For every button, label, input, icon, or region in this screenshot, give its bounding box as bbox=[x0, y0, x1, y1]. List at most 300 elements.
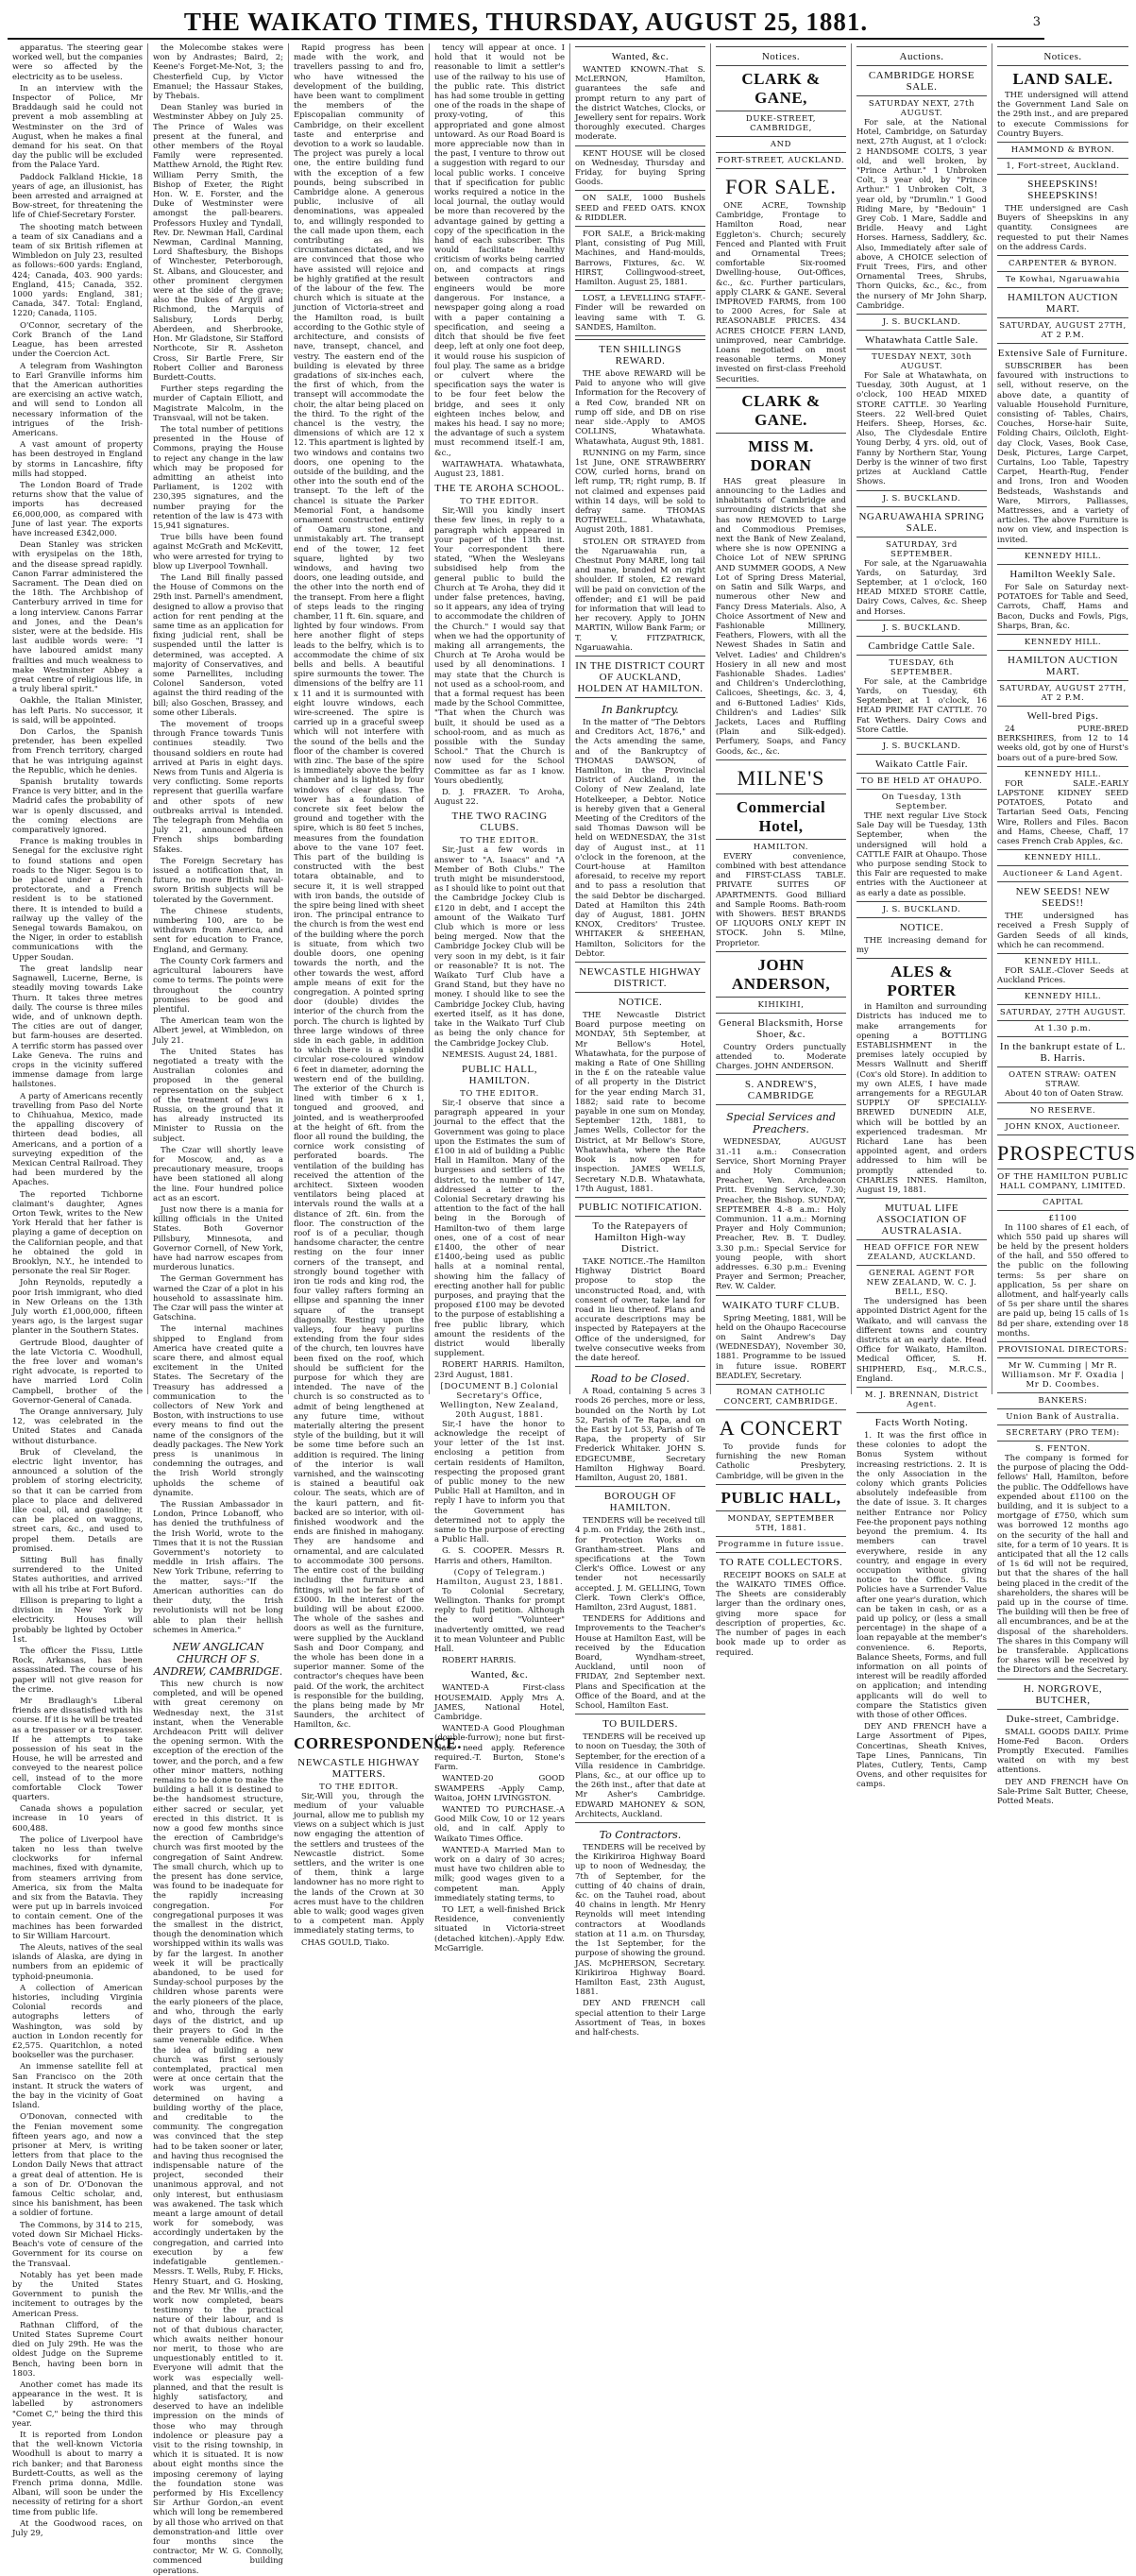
classified-ad: ONE ACRE, Township Cambridge, Frontage to Hamilton Road, near Eggleton's. Church; securely Fenced and Planted with Fruit and Ornamental Trees; comfortable Six-roomed Dwelling-house, Out-Offices, &c., &c. Further particulars, apply CLARK & GANE. Several IMPROVED FARMS, from 100 to 2000 Acres, for Sale at REASONABLE PRICES. 434 ACRES CHOICE FERN LAND, unimproved, near Cambridge. Loans negotiated on most reasonable terms. Money invested on first-class Freehold Securities. bbox=[716, 201, 846, 384]
column-4 bbox=[430, 43, 570, 1953]
news-paragraph: A collection of American histories, including Virginia Colonial records and autographs letters of Washington, was sold by auction in London recently for £2,575. Quaritchlon, a noted bookseller was the purchaser. bbox=[12, 1983, 143, 2061]
ad-heading: CAMBRIDGE HORSE SALE. bbox=[868, 70, 975, 93]
classified-ad: For sale, at the National Hotel, Cambridge, on Saturday next, 27th August, at 1 o'clock: 2 HANDSOME COLTS, 3 year old, and well broken, by "Prince Arthur." 1 Unbroken Colt, 3 year old, by "Prince Arthur." 1 Unbroken Colt, 3 year old, by "Drumlin." 1 Good Riding Mare, by "Bedouin" 1 Grey Cob. 1 Mare, Saddle and Bridle. Heavy and Light Horses. Harness, Saddlery, &c. Also, Immediately after sale of above, A CHOICE selection of Fruit Trees, Firs, and other Ornamental Trees, Shrubs, Thorn Quicks, &c., &c., from the nursery of Mr John Sharp, Cambridge. bbox=[856, 118, 987, 311]
news-paragraph: This new church is now completed, and will be opened with great ceremony on Wednesday next, the 31st instant, when the Venerable Archdeacon Pritt will deliver the opening sermon. With the exception of the erection of the tower, and the porch, and a few other minor matters, nothing remains to be done to make the building a hall it is destined to be-the handsomest structure, either sacred or secular, yet erected in this district. It is now a good few months since the erection of Cambridge's church was first mooted by the congregation of Saint Andrew. The small church, which up to the present has done service, was found to be inadequate for the rapidly increasing congregation. For congregational purposes it was the smallest in the district, though the denomination which worshipped within its walls was by far the largest. In another week it will be practically abandoned, to be used for Sunday-school purposes by the children whose parents were the early pioneers of the place, and who, through the early days of the district, and up their prayers to God in the same venerable edifice. When the idea of building a new church was first seriously contemplated, practical men were at once certain that the work was urgent, and determined on having a building worthy of the place, and creditable to the community. The congregation was convinced that the step had to be taken sooner or later, and having thus recognised the indispensable nature of the project, seconded their unanimous approval, and not only interest, but enthusiasm was awakened. The task which meant a large amount of detail work for somebody, was accordingly undertaken by the congregation, and carried into execution by a few indefatigable gentlemen.-Messrs. T. Wells, Ruby, F. Hicks, Henry Stuart, and G. Hosking, and the Rev. Mr Willis,-and the work now completed, bears testimony to the practical nature of their labour, and is not of that dubious character, which awaits neither honour nor merit, to those who are unquestionably entitled to it. Everyone will admit that the work was especially well-planned, and that the result is highly satisfactory, and deserved to have an indelible impression on the minds of those who may through indolence or pleasure pay a visit to the rising township, in which it is situated. It is now about eight months since the imposing ceremony of laying the foundation stone was performed by His Excellency Sir Arthur Gordon,-an event which will long be remembered by all those who arrived on that demonstration-and little over four months since the contractor, Mr W. G. Connolly, commenced building operations. bbox=[153, 1679, 283, 2576]
news-paragraph: John Reynolds, reputedly a poor Irish immigrant, who died in New Orleans on the 13th July worth £1,000,000, fifteen years ago, is the largest sugar planter in the Southern States. bbox=[12, 1278, 143, 1337]
divider bbox=[856, 901, 987, 902]
classified-ad: FOR SALE.-EARLY LAPSTONE KIDNEY SEED POTATOES, Potato and Tartarian Seed Oats, Fencing Wire, Rollers and Files. Bacon and Hams, Cheese, Chaff, 17 cases French Crab Apples, &c. bbox=[997, 778, 1128, 846]
legal-notice: TENDERS will be received up to noon on Tuesday, the 30th of September, for the erection of a Villa residence in Cambridge. Plans, &c., at our office up to the 26th inst., after that date at Mr Asher's Cambridge. EDWARD MAHONEY & SON, Architects, Auckland. bbox=[575, 1732, 705, 1819]
divider bbox=[575, 290, 705, 291]
news-paragraph: apparatus. The steering gear worked well, but the companies were so affected by the electricity as to be useless. bbox=[12, 43, 143, 82]
ad-subheading: Programme in future issue. bbox=[718, 1539, 844, 1549]
masthead bbox=[8, 6, 1044, 40]
divider bbox=[856, 314, 987, 315]
news-paragraph: The German Government has warned the Czar of a plot in his household to assassinate him. The Czar will pass the winter at Gatschina. bbox=[153, 1274, 283, 1323]
advertiser-address: Auctioneer & Land Agent. bbox=[1002, 869, 1124, 879]
divider bbox=[716, 839, 846, 840]
advertiser-name: KENNEDY HILL. bbox=[1024, 992, 1102, 1002]
advertiser-address: Te Kowhai, Ngaruawahia bbox=[1005, 275, 1121, 285]
news-paragraph: CHAS GOULD, Tiako. bbox=[301, 1937, 390, 1948]
ad-heading: NGARUAWAHIA SPRING SALE. bbox=[858, 510, 985, 534]
classified-ad: In 1100 shares of £1 each, of which 550 paid up shares will be held by the present holders of the hall, and 550 offered to the public on the following terms: 5s per share on application, 5s per share on allotment, and half-yearly calls of 5s per share until the shares are paid up, being 15 calls of 1s 8d per share, extending over 18 months. bbox=[997, 1222, 1128, 1339]
ad-subheading: General Blacksmith, Horse Shoer, &c. bbox=[719, 1016, 843, 1040]
ad-heading: ALES & PORTER bbox=[887, 963, 957, 1000]
news-paragraph: O'Connor, secretary of the Cork Branch of the Land League, has been arrested under the Coercion Act. bbox=[12, 320, 143, 360]
ad-subheading: SATURDAY, AUGUST 27TH, AT 2 P.M. bbox=[999, 321, 1127, 341]
news-paragraph: The Foreign Secretary has issued a notification that, in future, no more British naval-sworn British subjects will be tolerated by the Government. bbox=[153, 856, 283, 905]
divider bbox=[997, 1036, 1128, 1037]
news-paragraph: Further steps regarding the murder of Captain Elliott, and Magistrate Malcolm, in the Transvaal, will not be taken. bbox=[153, 384, 283, 423]
divider bbox=[997, 865, 1128, 866]
ad-heading: NEW SEEDS! NEW SEEDS!! bbox=[1015, 886, 1111, 910]
news-paragraph: The reported Tichborne claimant's daughter, Agnes Orton Tewk, writes to the New York Herald that her father is playing a game of deception on the Californian people, and that he obtained the gold in Brooklyn, N.Y., he intended to personate the real Sir Roger. bbox=[12, 1189, 143, 1277]
news-paragraph: The Commons, by 314 to 215, voted down Sir Michael Hicks-Beach's vote of censure of the Government for its course on the Transvaal. bbox=[12, 2220, 143, 2269]
advertiser-address: DUKE-STREET, CAMBRIDGE, bbox=[745, 114, 817, 133]
article-heading: NEW ANGLICAN CHURCH OF S. ANDREW, CAMBRIDGE. bbox=[153, 1640, 283, 1678]
section-heading: Wanted, &c. bbox=[611, 51, 670, 62]
divider bbox=[716, 759, 846, 760]
ad-subheading: In the bankrupt estate of L. B. Harris. bbox=[999, 1041, 1127, 1065]
article-heading: THE TE AROHA SCHOOL. bbox=[434, 483, 565, 495]
advertiser-name: KENNEDY HILL. bbox=[1024, 551, 1102, 561]
divider bbox=[856, 789, 987, 790]
classified-ad: DEY AND FRENCH have On Sale-Prime Salt Butter, Cheese, Potted Meats. bbox=[997, 1777, 1128, 1807]
divider bbox=[856, 773, 987, 774]
news-paragraph: It is reported from London that the well-known Victoria Woodhull is about to marry a rich banker; and that Baroness Burdett-Coutts, as well as the French prima donna, Mdlle. Albani, will soon be under the necessity of retiring for a short time from public life. bbox=[12, 2430, 143, 2517]
legal-notice: THE Newcastle District Board purpose meeting on MONDAY, 5th September, at Mr Bellow's Hotel, Whatawhata, for the purpose of making a Rate of One Shilling in the £ on the rateable value of all property in the District for the year ending March 31, 1882; said rate to become payable in one sum on Monday, September 12th, 1881, to James Wells, Collector for the District, at Mr Bellow's Store, Whatawhata, where the Rate Book is now open for inspection. JAMES WELLS, Secretary N.D.B. Whatawhata, 17th August, 1881. bbox=[575, 1011, 705, 1194]
column-7 bbox=[852, 43, 992, 1790]
news-paragraph: Sir,-Will you kindly insert these few lines, in reply to a paragraph which appeared in your paper of the 13th inst. Your correspondent there stated, "When the Wesleyans subsidised help from the general public to build the Church at Te Aroha, they did it under false pretences, having, so it appears, any idea of trying to accommodate the children of the Church." I would say that when we had the opportunity of making all arrangements, the Church at Te Aroha would be used by all denominations. I may state that the Church is not used as a school-room, and that a formal request has been made by the School Committee, "That when the Church was built, it should be used as a school-room, and as much as possible with the Sunday School." That the Church is now used for the School Committee as far as I know. Yours obediently, bbox=[434, 506, 565, 786]
news-paragraph: The County Cork farmers and agricultural labourers have come to terms. The points were throughout the country promises to be good and plentiful. bbox=[153, 956, 283, 1015]
news-paragraph: Sir,-I have the honor to acknowledge the receipt of your letter of the 1st inst. enclosing a petition from certain residents of Hamilton, respecting the proposed grant of public money to the new Public Hall at Hamilton, and in reply I have to inform you that the Government has determined not to apply the same to the purpose of erecting a Public Hall. bbox=[434, 1419, 565, 1545]
ad-heading: LAND SALE. bbox=[1012, 70, 1113, 88]
divider bbox=[997, 1392, 1128, 1393]
divider bbox=[997, 564, 1128, 565]
ad-heading: WAIKATO TURF CLUB. bbox=[721, 1299, 840, 1311]
article-heading: PUBLIC HALL, HAMILTON. bbox=[462, 1063, 537, 1086]
news-paragraph: True bills have been found against McGrath and McKevitt, who were arrested for trying to blow up Liverpool Townhall. bbox=[153, 533, 283, 571]
classified-ad: SUBSCRIBER has been favoured with instructions to sell, without reserve, on the above date, a quantity of valuable Household Furniture, consisting of- Tables, Chairs, Couches, Horse-hair Suite, Folding Chairs, Oilcloth, Eight-day Clock, Vases, Book Case, Desk, Pictures, Large Carpet, Curtains, Loo Table, Tapestry Carpet, Hearth-Rug, Fender and Irons, Iron and Wooden Bedsteads, Washstands and Ware, Mirrors, Palliasses, Mattresses, and a variety of articles. The above Furniture is now on view, and inspection is invited. bbox=[997, 362, 1128, 545]
divider bbox=[716, 433, 846, 434]
classified-ad: For Sale at Whatawhata, on Tuesday, 30th August, at 1 o'clock, 100 HEAD MIXED STORE CATTLE. 30 Yearling Steers. 22 Well-bred Quiet Heifers. Sheep, Horses, &c. Also, The Clydesdale Entire Young Derby, 4 yrs. old, out of Fanny by Northern Star, Young Derby is the winner of two first prizes at Auckland Cattle Shows. bbox=[856, 371, 987, 487]
ad-subheading: SECRETARY (PRO TEM): bbox=[1006, 1428, 1120, 1438]
news-paragraph: Dean Stanley was stricken with erysipelas on the 18th, and the disease spread rapidly. Canon Farrar administered the Sacrament. The Dean died on the 18th. The Archbishop of Canterbury arrived in time for a long interview. Canons Farrar and Jones, and the Dean's sister, were at the bedside. His last audible words were: "I have laboured amidst many frailties and much weakness to make Westminster Abbey a great centre of religious life, in a truly liberal spirit." bbox=[12, 540, 143, 695]
classified-ad: in Hamilton and surrounding Districts has induced me to make arrangements for opening a BOTTLING ESTABLISHMENT in the premises lately occupied by Messrs Wallnutt and Sheriff (Cox's old Store). In addition to my own ALES, I have made arrangements for a REGULAR SUPPLY OF SPECIALLY-BREWED DUNEDIN ALE, which will be bottled by an experienced tradesman. Mr Richard Lane has been appointed agent, and orders addressed to him will be promptly attended to. CHARLES INNES. Hamilton, August 19, 1881. bbox=[856, 1002, 987, 1196]
section-heading: Notices. bbox=[1043, 51, 1082, 62]
divider bbox=[716, 1384, 846, 1385]
news-paragraph: Rapid progress has been made with the work, and travellers passing to and fro, who have witnessed the development of the building, have been want to compliment the members of the Episcopalian community of Cambridge, on their excellent taste and enterprise and devotion to a work so laudable. The project was purely a local one, the entire building fund with the exception of a few pounds, being subscribed in Cambridge alone. A generous public, inclusive of all denominations, was appealed to, and willingly responded to the call made upon them, each contributing as his circumstances dictated, and we are convinced that those who have assisted will rejoice and be highly gratified at the result of the labour of the few. The church which is situate at the junction of Victoria-street and the Hamilton road, is built according to the Gothic style of architecture, and consists of nave, transept, chancel, and vestry. The eastern end of the building is elevated by three gradations of six-inches each, the first of which, from the transept will accommodate the choir, the altar being placed on the third. To the right of the chancel is the vestry, the dimensions of which are 12 x 12. This apartment is lighted by two windows and contains two doors, one opening to the outside of the building, and the other into the south end of the transept. To the left of the chancel is situate the Parker Memorial Font, a handsome ornament constructed entirely of Oamaru stone, and unmistakably art. The transept end of the tower, 12 feet square, lighted by two windows, and having two doors, one leading outside, and the other into the north end of the transept. From here a flight of steps leads to the ringing chamber, 11 ft. 6in. square, and lighted by four windows. From here another flight of steps leads to the belfry, which is to accommodate the chime of six bells and bells. A beautiful spire surmounts the tower. The dimensions of the belfry are 11 x 11 and it is surmounted with eight louvre windows, each wire-screened. The spire is carried up in a graceful sweep which will not interfere with the sound of the bells and the floor of the chamber is covered with zinc. The base of the spire is immediately above the belfry chamber and is lighted by four windows of clear glass. The tower has a foundation of concrete six feet below the ground and together with the spire, which is 80 feet 5 inches, measures from the foundation above to the vane 107 feet. This part of the building is constructed with the best totara obtainable, and to secure it, it is well strapped with iron bands, the outside of the spire being lined with sheet iron. The principal entrance to the church is from the west end of the building where the porch is situate, from which two double doors, one opening towards the north, and the other towards the west, afford ample means of exit for the congregation. A pointed spring door (double) divides the interior of the church from the porch. The church is lighted by three large windows of three side in each gable, in addition to which there is a splendid circular rose-coloured window 6 feet in diameter, adorning the western end of the building. The exterior of the Church is lined with timber 6 x 1, tongued and grooved, and jointed, and is weatherproofed at the height of 6ft. from the floor all round the building, the cornice work consisting of perforated boards. The ventilation of the building has received the attention of the architect. Sixteen wooden ventilators being placed at intervals round the walls at a distance of 2ft. 6in. from the floor. The construction of the roof is of a peculiar, though handsome character, the centre resting on the four inner corners of the transept, and strongly bound together with iron tie rods and king rod, the four valley rafters forming an ellipse and spanning the inner square of the transept diagonally. Resting upon the valleys, four heavy purlins extending from the four sides of the church, ten louvres have been fixed on the roof, which should be sufficient for the purpose for which they are intended. The nave of the church is so constructed as to admit of being lengthened at any future time, without materially altering the present style of the building, but it will be some time before such an addition is required. The lining of the interior is wall varnished, and the wainscoting is stained a beautiful oak colour. The seats, which are of the kauri pattern, and fit-backed are so interior, with oil-finished woodwork and the ends are finished in mahogany. They are handsome and ornamental, and are calculated to accommodate 300 persons. The entire cost of the building including the furniture and fittings, will not be far short of £3000. In the interest of the building will be about £2000. The whole of the sashes and doors as well as the furniture, were supplied by the Auckland Sash and Door Company, and the whole has been done in a superior manner. Some of the contractor's cheques have been paid. Of the work, the architect is responsible for the building, the plans being made by Mr Saunders, the architect of Hamilton, &c. bbox=[294, 43, 424, 1731]
advertiser-name: KENNEDY HILL. bbox=[1024, 769, 1102, 779]
column-2 bbox=[148, 43, 289, 2576]
divider bbox=[856, 1387, 987, 1388]
column-1 bbox=[8, 43, 148, 2538]
ad-heading: Well-bred Pigs. bbox=[1026, 709, 1099, 722]
ad-subheading: CAPITAL bbox=[1043, 1197, 1083, 1207]
advertiser-name: J. S. BUCKLAND. bbox=[882, 741, 961, 751]
news-paragraph: Gertrude Blood, daughter of the late Victoria C. Woodhull, the free lover and woman's right advocate, is reported to have married Lord Colin Campbell, brother of the Governor-General of Canada. bbox=[12, 1338, 143, 1406]
news-paragraph: The London Board of Trade returns show that the value of imports has decreased £6,000,000, as compared with June of last year. The exports have increased £342,000. bbox=[12, 480, 143, 538]
classified-ad: For sale, at the Cambridge Yards, on Tuesday, 6th September, at 1 o'clock, 16 HEAD PRIME FAT CATTLE. 70 Fat Wethers. Dairy Cows and Store Cattle. bbox=[856, 676, 987, 735]
ad-heading: NOTICE. bbox=[899, 921, 944, 933]
news-paragraph: Notably has yet been made by the United States Government to punish the incitement to outrages by the American Press. bbox=[12, 2270, 143, 2319]
news-paragraph: The Aleuts, natives of the seal islands of Alaska, are dying in numbers from an epidemic of typhoid-pneumonia. bbox=[12, 1943, 143, 1982]
divider bbox=[997, 271, 1128, 272]
classified-ad: Country Orders punctually attended to. Moderate Charges. JOHN ANDERSON. bbox=[716, 1042, 846, 1072]
ad-heading: SATURDAY, 27TH AUGUST. bbox=[999, 1008, 1127, 1018]
divider bbox=[716, 1013, 846, 1014]
ad-subheading: TUESDAY, 6th SEPTEMBER. bbox=[889, 657, 955, 677]
news-paragraph: The internal machines shipped to England from America have created quite a scare there, and almost equal excitement in the United States. The Secretary of the Treasury has addressed a communication to the collectors of New York and Boston, with instructions to use every means to find out the name of the consignors of the deadly packages. The New York press is unanimous in condemning the outrages, and the Irish World strongly upholds the scheme of dynamite. bbox=[153, 1324, 283, 1498]
news-paragraph: Ellison is preparing to light a division in New York by electricity. Houses will probably be lighted by October 1st. bbox=[12, 1595, 143, 1645]
ad-subheading: BANKERS: bbox=[1038, 1396, 1088, 1406]
ad-subheading: MONDAY, SEPTEMBER 5TH, 1881. bbox=[727, 1513, 835, 1533]
ad-heading: A CONCERT bbox=[719, 1416, 843, 1441]
divider bbox=[997, 680, 1128, 681]
news-paragraph: France is making troubles in Senegal for the exclusive right to found stations and open roads to the Niger. Segou is to be placed under a French protectorate, and a French resident is to be stationed there. It is intended to build a railway up the valley of the Senegal towards Bamakou, on the Niger, in order to establish communications with the Upper Soudan. bbox=[12, 837, 143, 963]
advertiser-address: AND bbox=[770, 140, 792, 149]
divider bbox=[716, 1536, 846, 1537]
divider bbox=[716, 997, 846, 998]
divider bbox=[997, 65, 1128, 66]
advertiser-name: JOHN ANDERSON, bbox=[731, 955, 831, 993]
column-8 bbox=[992, 43, 1136, 1807]
legal-notice: In the matter of "The Debtors and Creditors Act, 1876," and the Acts amending the same, and of the Bankruptcy of THOMAS DAWSON, of Hamilton, in the Provincial District of Auckland, in the Colony of New Zealand, late Hotelkeeper, a Debtor. Notice is hereby given that a General Meeting of the Creditors of the said Thomas Dawson will be held on WEDNESDAY, the 31st day of August inst., at 11 o'clock in the forenoon, at the Court-house at Hamilton aforesaid, to receive my report and to pass a resolution that the said Debtor be discharged. Dated at Hamilton this 24th day of August, 1881. JOHN KNOX, Creditors' Trustee. WHITAKER & SHEEHAN, Hamilton, Solicitors for the Debtor. bbox=[575, 717, 705, 959]
ad-heading: S. ANDREW'S, CAMBRIDGE bbox=[744, 1079, 818, 1102]
column-6 bbox=[711, 43, 852, 1658]
classified-ad: ON SALE, 1000 Bushels SEED and FEED OATS. KNOX & RIDDLER. bbox=[575, 194, 705, 223]
article-subheading: TO THE EDITOR. bbox=[460, 836, 539, 846]
classified-ad: HAS great pleasure in announcing to the Ladies and inhabitants of Cambridge and surrounding districts that she has now REMOVED to Large and Commodious Premises, next the Bank of New Zealand, where she is now OPENING a Choice Lot of NEW SPRING AND SUMMER GOODS, A New Lot of Spring Dress Material, on Satin and Silk Warps, and numerous other New and Fancy Dress Materials. Also, A Choice Assortment of New and Fashionable Millinery, Feathers, Flowers, with all the Newest Shades in Satin and Velvet. Ladies' and Children's Hosiery in all new and most Fashionable Shades. Ladies' and Children's Underclothing, Calicoes, Sheetings, &c. 3, 4, and 6-Buttoned Ladies' Kids, Children's and Ladies' Silk Jackets, Laces and Ruffling (Plain and Silk-edged). Perfumery, Soaps, and Fancy Goods, &c., &c. bbox=[716, 476, 846, 757]
divider bbox=[997, 1134, 1128, 1135]
news-paragraph: Just now there is a mania for killing officials in the United States. Both Governor Pillsbury, Minnesota, and Governor Cornell, of New York, have had narrow escapes from murderous lunatics. bbox=[153, 1204, 283, 1273]
ad-subheading: On Tuesday, 13th September. bbox=[881, 792, 962, 811]
classified-ad: EVERY convenience, combined with best attendance and FIRST-CLASS TABLE. PRIVATE SUITES OF APARTMENTS. Good Billiard and Sample Rooms. Bath-room with Showers. BEST BRANDS OF LIQUORS ONLY KEPT IN STOCK. John S. Milne, Proprietor. bbox=[716, 851, 846, 948]
classified-ad: THE increasing demand for my bbox=[856, 935, 987, 955]
ad-heading: PUBLIC HALL, bbox=[721, 1488, 841, 1507]
divider bbox=[856, 1265, 987, 1266]
divider bbox=[856, 1198, 987, 1199]
divider bbox=[716, 951, 846, 952]
news-paragraph: ROBERT HARRIS. bbox=[442, 1656, 517, 1666]
divider bbox=[997, 766, 1128, 767]
ad-heading: Facts Worth Noting. bbox=[874, 1417, 969, 1429]
advertiser-name: J. S. BUCKLAND. bbox=[882, 623, 961, 633]
divider bbox=[997, 255, 1128, 256]
classified-ad: WANTED-A Good Ploughman (double-furrow); none but first-class need apply. Reference required.-T. Burton, Stone's Farm. bbox=[434, 1724, 565, 1773]
ad-subheading: SATURDAY, AUGUST 27TH, AT 2 P.M. bbox=[999, 683, 1127, 703]
classified-ad: The undersigned has been appointed District Agent for the Waikato, and will canvass the different towns and country districts at an early date. Head Office for Waikato, Hamilton. Medical Officer, S. H. SHIPHERD, Esq., M.R.C.S., England. bbox=[856, 1297, 987, 1384]
classified-ad: 24 PURE-BRED BERKSHIRES, from 12 to 14 weeks old, got by one of Hurst's boars out of a pure-bred Sow. bbox=[997, 724, 1128, 763]
divider bbox=[575, 992, 705, 993]
news-paragraph: A vast amount of property has been destroyed in England by storms in Lancashire, fifty mills had stopped. bbox=[12, 440, 143, 479]
classified-ad: KENT HOUSE will be closed on Wednesday, Thursday and Friday, for buying Spring Goods. bbox=[575, 148, 705, 188]
divider bbox=[856, 636, 987, 637]
divider bbox=[997, 706, 1128, 707]
page-number: 3 bbox=[1032, 15, 1041, 29]
classified-ad: Spring Meeting, 1881, Will be held on the Ohaupo Racecourse on Saint Andrew's Day (WEDNESDAY), November 30, 1881. Programme to be issued in future issue. ROBERT BEADLEY, Secretary. bbox=[716, 1313, 846, 1381]
divider bbox=[575, 226, 705, 227]
advertiser-name: KENNEDY HILL. bbox=[1024, 637, 1102, 647]
ad-subheading: Mr W. Cumming | Mr R. Williamson. Mr F. Oxadia | Mr D. Coombes. bbox=[1001, 1361, 1125, 1390]
divider bbox=[716, 168, 846, 169]
divider bbox=[716, 1295, 846, 1296]
news-paragraph: Rathnan Clifford, of the United States Supreme Court died on July 29th. He was the oldest Judge on the Supreme Bench, having been born in 1803. bbox=[12, 2320, 143, 2379]
classified-ad: RUNNING on my Farm, since 1st June, ONE STRAWBERRY COW, curled horns, brand on left rump, TR; right rump, B. If not claimed and expenses paid within 14 days, will be sold to defray same. THOMAS ROTHWELL. Whatawhata, August 20th, 1881. bbox=[575, 448, 705, 536]
news-paragraph: A telegram from Washington to Earl Granville informs him that the American authorities are exercising an active watch, and will send to London all necessary information of the intrigues of the Irish-Americans. bbox=[12, 361, 143, 438]
divider bbox=[716, 136, 846, 137]
ad-heading: Cambridge Cattle Sale. bbox=[868, 640, 975, 652]
divider bbox=[716, 1552, 846, 1553]
classified-ad: DEY AND FRENCH have a Large Assortment of Pipes, Concertinas, Sheath Knives, Tape Lines, Pannicans, Tin Plates, Cutlery, Tents, Camp Ovens, and other requisites for camps. bbox=[856, 1722, 987, 1790]
classified-ad: About 40 ton of Oaten Straw. bbox=[1005, 1089, 1124, 1100]
divider bbox=[997, 1357, 1128, 1358]
classified-ad: THE undersigned will attend the Government Land Sale on the 29th inst., and are prepared to execute Commissions for Country Buyers. bbox=[997, 91, 1128, 139]
ad-heading: NEWCASTLE HIGHWAY DISTRICT. bbox=[579, 966, 702, 990]
classified-ad: FOR SALE.-Clover Seeds at Auckland Prices. bbox=[997, 965, 1128, 986]
divider bbox=[856, 620, 987, 621]
news-paragraph: In an interview with the Inspector of Police, Mr Braddaugh said he could not prevent a mob assembling at Westminster on the 3rd of August, when he makes a final demand for his seat. On that day the public will be excluded from the Palace Yard. bbox=[12, 83, 143, 171]
news-paragraph: The officer the Fissu, Little Rock, Arkansas, has been assassinated. The course of his paper will not give reason for the crime. bbox=[12, 1646, 143, 1695]
divider bbox=[716, 1409, 846, 1410]
divider bbox=[997, 1679, 1128, 1680]
classified-ad: WEDNESDAY, AUGUST 31.-11 a.m.: Consecration Service, Short Morning Prayer and Holy Communion; Preacher, Ven. Archdeacon Pritt. Evening Service, 7.30; Preacher, the Bishop. SUNDAY, SEPTEMBER 4.-8 a.m.: Holy Communion. 11 a.m.: Morning Prayer and Holy Communion; Preacher, Rev. B. T. Dudley. 3.30 p.m.: Special Service for young people, with short addresses. 6.30 p.m.: Evening Prayer and Sermon; Preacher, Rev. W. Calder. bbox=[716, 1137, 846, 1292]
news-paragraph: tency will appear at once. I hold that it would not be reasonable to limit a settler's use of the railway to his use of the public rate. This district has had some trouble in getting one of the roads in the shape of proxy-voting, of this appropriated and gone almost untoward. As our Road Board is more appreciable now than in the past, I venture to throw out a suggestion with regard to our local public works. I conceive that if specification for public works required a notice in the local journal, the outlay would be more than recovered by the advantage gained by getting a copy of the specification in the hand of each subscriber. This would facilitate healthy criticism of works being carried on, and compacts at rings between contractors and engineers would be more dangerous. For instance, a newspaper going along a road with a paper containing a specification, and seeing a ditch that should be five feet deep, left at only one foot deep, it would rouse his suspicion of foul play. The same as a bridge or culvert where the specification says the water is to be four feet below the bridge, and sees it only eighteen inches below, and makes his head. I say no more; the advantage of such a system must recommend itself.-I am, &c., bbox=[434, 43, 565, 458]
news-paragraph: Canada shows a population increase in 10 years of 600,488. bbox=[12, 1804, 143, 1834]
ad-heading: Whatawhata Cattle Sale. bbox=[865, 334, 978, 347]
divider bbox=[856, 917, 987, 918]
advertiser-name: CLARK & GANE. bbox=[741, 391, 821, 429]
news-paragraph: Sir,-Just a few words in answer to "A. Isaacs" and "A Member of Both Clubs." The truth might be misunderstood, as I should like to point out that the Cambridge Jockey Club is £120 in debt, and I accept the amount of the Waikato Turf Club which is more or less being merged. Now that the Cambridge Jockey Club will be very soon in my debt, is it fair or reasonable? It is not. The Waikato Turf Club have a Grand Stand, but they have no money. I should like to see the Cambridge Jockey Club, having exerted itself, as it has done, take in the Waikato Turf Club as being the only chance for the Cambridge Jockey Club. bbox=[434, 845, 565, 1049]
newspaper-title: THE WAIKATO TIMES, THURSDAY, AUGUST 25, 1881. bbox=[183, 8, 869, 36]
divider bbox=[575, 339, 705, 340]
divider bbox=[575, 1197, 705, 1198]
legal-notice: TAKE NOTICE.-The Hamilton Highway District Board propose to stop the unconstructed Road, and, with consent of owner, take land for road in lieu thereof. Plans and accurate descriptions may be inspected by Ratepayers at the Office of the undersigned, for twelve consecutive weeks from the date hereof. bbox=[575, 1256, 705, 1363]
news-paragraph: The shooting match between a team of six Canadians and a team of six British riflemen at Wimbledon on July 23, resulted as follows:-600 yards: England, 424; Canada, 403. 900 yards: England, 415; Canada, 352. 1000 yards: England, 381; Canada, 347. Total: England, 1220; Canada, 1105. bbox=[12, 222, 143, 319]
news-paragraph: At the Goodwood races, on July 29, bbox=[12, 2518, 143, 2538]
news-paragraph: Paddock Falkland Hickie, 18 years of age, an illusionist, has been arrested and arraigned at Bow-street, for threatening the life of Chief-Secretary Forster. bbox=[12, 172, 143, 221]
divider bbox=[997, 142, 1128, 143]
ad-subheading: S. FENTON. bbox=[1035, 1444, 1091, 1454]
divider bbox=[997, 881, 1128, 882]
classified-ad: SMALL GOODS DAILY. Prime Home-Fed Bacon. Orders Promptly Executed. Families waited on with my best attentions. bbox=[997, 1727, 1128, 1776]
divider bbox=[575, 190, 705, 191]
article-subheading: TO THE EDITOR. bbox=[319, 1782, 398, 1792]
news-paragraph: The Orange anniversary, July 12, was celebrated in the United States and Canada without disturbance. bbox=[12, 1407, 143, 1446]
legal-notice: TENDERS for Additions and Improvements to the Teacher's House at Hamilton East, will be received by the Education Board, Wyndham-street, Auckland, until noon of FRIDAY, 2nd September next. Plans and Specification at the Office of the Board, and at the School, Hamilton East. bbox=[575, 1614, 705, 1712]
divider bbox=[716, 1484, 846, 1485]
divider bbox=[716, 65, 846, 66]
ad-subheading: HEAD OFFICE FOR NEW ZEALAND, AUCKLAND. bbox=[863, 1243, 980, 1263]
news-paragraph: Don Carlos, the Spanish pretender, has been expelled from French territory, charged that he was intriguing against the Republic, which he denies. bbox=[12, 727, 143, 776]
classified-ad: THE undersigned has received a Fresh Supply of Garden Seeds of all kinds, which he can recommend. bbox=[997, 912, 1128, 950]
divider bbox=[856, 506, 987, 507]
classified-ad: WANTED-A Married Man to work on a dairy of 30 acres; must have two children able to milk; good wages given to a competent man. Apply immediately stating terms, to bbox=[434, 1845, 565, 1903]
ad-heading: Waikato Cattle Fair. bbox=[874, 758, 968, 770]
ad-heading: HAMILTON AUCTION MART. bbox=[1007, 292, 1119, 316]
advertiser-address: 1, Fort-street, Auckland. bbox=[1006, 162, 1120, 172]
classified-ad: WANTED-20 GOOD SWAMPERS -Apply Camp, Waitoa, JOHN LIVINGSTON. bbox=[434, 1774, 565, 1803]
news-paragraph: the Molecombe stakes were won by Andrastes; Baird, 2; Keene's Forget-Me-Not, 3; the Chesterfield Cup, by Victor Emanuel; the Hassaur Stakes, by Thebais. bbox=[153, 43, 283, 102]
divider bbox=[856, 95, 987, 96]
ad-heading: To the Ratepayers of Hamilton High-way District. bbox=[592, 1220, 688, 1254]
ad-heading: IN THE DISTRICT COURT OF AUCKLAND, HOLDEN AT HAMILTON. bbox=[575, 659, 705, 694]
divider bbox=[575, 697, 705, 698]
divider bbox=[575, 46, 705, 47]
advertiser-name: HAMMOND & BYRON. bbox=[1010, 145, 1115, 156]
ad-subheading: Union Bank of Australia. bbox=[1006, 1412, 1120, 1422]
section-heading: CORRESPONDENCE. bbox=[294, 1733, 462, 1752]
advertiser-name: KENNEDY HILL. bbox=[1024, 853, 1102, 863]
news-paragraph: WAITAWHATA. Whatawhata, August 23, 1881. bbox=[434, 459, 565, 479]
ad-subheading: TO BE HELD AT OHAUPO. bbox=[860, 776, 983, 786]
divider bbox=[997, 650, 1128, 651]
classified-ad: WANTED KNOWN.-That S. McLERNON, Hamilton, guarantees the safe and prompt return to any part of the district Watches, Clocks, or Jewellery sent for repairs. Work thoroughly executed. Charges moderate. bbox=[575, 65, 705, 143]
divider bbox=[997, 634, 1128, 635]
divider bbox=[716, 1104, 846, 1105]
ad-heading: MUTUAL LIFE ASSOCIATION OF AUSTRALASIA. bbox=[876, 1203, 967, 1237]
advertiser-name: CARPENTER & BYRON. bbox=[1008, 259, 1118, 269]
divider bbox=[997, 953, 1128, 954]
ad-subheading: Special Services and Preachers. bbox=[726, 1111, 836, 1136]
divider bbox=[575, 145, 705, 146]
divider bbox=[997, 1408, 1128, 1409]
ad-heading: Extensive Sale of Furniture. bbox=[997, 348, 1128, 360]
ad-subheading: £1100 bbox=[1048, 1213, 1077, 1223]
article-heading: THE TWO RACING CLUBS. bbox=[451, 810, 548, 834]
advertiser-name: MILNE'S bbox=[737, 765, 825, 790]
divider bbox=[997, 1066, 1128, 1067]
news-paragraph: Another comet has made its appearance in the west. It is labelled by astronomers "Comet C," being the third this year. bbox=[12, 2380, 143, 2429]
classified-ad: TO LET, a well-finished Brick Residence, conveniently situated in Victoria-street (detached kitchen).-Apply Edw. McGarrigle. bbox=[434, 1904, 565, 1953]
divider bbox=[575, 1822, 705, 1823]
ad-heading: SHEEPSKINS! SHEEPSKINS! bbox=[1027, 179, 1098, 202]
divider bbox=[575, 1216, 705, 1217]
advertiser-name: M. J. BRENNAN, District Agent. bbox=[864, 1390, 979, 1410]
article-subheading: TO THE EDITOR. bbox=[460, 497, 539, 507]
advertiser-name: Commercial Hotel, bbox=[736, 797, 826, 835]
advertiser-address: KIHIKIHI, bbox=[757, 999, 805, 1010]
divider bbox=[997, 158, 1128, 159]
divider bbox=[716, 793, 846, 794]
divider bbox=[997, 849, 1128, 850]
advertiser-name: J. S. BUCKLAND. bbox=[882, 317, 961, 328]
ad-subheading: NO RESERVE. bbox=[1029, 1105, 1096, 1116]
classified-ad: 1. It was the first office in these colonies to adopt the Bonus System without increasing restrictions. 2. It is the only Association in the colony which grants Policies absolutely indefeasible from the date of issue. 3. It charges neither Entrance nor Policy Fee-the proponent pays nothing beyond the premium. 4. Its members can travel everywhere, reside in any country, and engage in every occupation without giving notice to the Office. 5. Its Policies have a Surrender Value after one year's duration, which can be taken in cash, or as a paid up policy, or (less a small percentage) in the shape of a loan repayable at the member's convenience. 6. Reports, Balance Sheets, Forms, and full information on all points of interest will be readily afforded on application; and intending applicants will do well to compare the Statistics given with those of other Offices. bbox=[856, 1431, 987, 1720]
ad-heading: PUBLIC NOTIFICATION. bbox=[578, 1201, 703, 1213]
ad-heading: TO RATE COLLECTORS. bbox=[719, 1556, 843, 1568]
advertiser-name: J. S. BUCKLAND. bbox=[882, 904, 961, 914]
ad-subheading: SATURDAY NEXT, 27th AUGUST. bbox=[868, 99, 975, 118]
divider bbox=[575, 1486, 705, 1487]
divider bbox=[997, 1424, 1128, 1425]
news-paragraph: The Russian Ambassador in London, Prince Lobanoff, who has denied the truthfulness of the Irish World, wrote to the Times that it is not the Russian Government's notoriety to meddle in Irish affairs. The New York Tribune, referring to the matter, says:-"If the American authorities can do their duty, the Irish revolutionists will not be long able to plan their hellish schemes in America." bbox=[153, 1500, 283, 1635]
divider bbox=[575, 335, 705, 336]
news-paragraph: Dean Stanley was buried in Westminster Abbey on July 25. The Prince of Wales was present at the funeral, and other members of the Royal Family were represented. Matthew Arnold, the Right Rev. William Perry Smith, the Bishop of Exeter, the Right Hon. W. E. Forster, and the Duke of Westminster were amongst the pall-bearers. Professors Huxley and Tyndall, Rev. Dr. Newman Hall, Cardinal Newman, Cardinal Manning, Lord Shaftesbury, the Bishops of Winchester, Peterborough, St. Albans, and Gloucester, and other prominent clergymen were at the side of the grave; also the Dukes of Argyll and Richmond, the Marquis of Salisbury, Lords Derby, Aberdeen, and Sherbrooke, Hon. Mr Gladstone, Sir Stafford Northcote, Sir R. Assheton Cross, Sir Bartle Frere, Sir Robert Collier and Baroness Burdett-Coutts. bbox=[153, 103, 283, 383]
news-paragraph: The great landslip near Sagnawell, Lucerne, Berne, is steadily moving towards Lake Thurn. It takes three metres daily. The course is three miles wide, and of unknown depth. The cities are out of danger, but farm-houses are deserted. A terrific storm has passed over Lake Geneva. The ruins and crops in the vicinity suffered immense damage from large hailstones. bbox=[12, 964, 144, 1090]
ad-subheading: In Bankruptcy. bbox=[602, 703, 679, 716]
columns-container bbox=[8, 43, 1136, 2576]
ad-subheading: GENERAL AGENT FOR NEW ZEALAND, W. C. J. BELL, ESQ. bbox=[866, 1269, 977, 1298]
news-paragraph: Bruk of Cleveland, the electric light inventor, has announced a solution of the problem of storing electricity, so that it can be carried from place to place and delivered like coal, oil, and gasoline; it can be placed on waggons, street cars, &c., and used to propel them. Details are promised. bbox=[12, 1447, 143, 1554]
news-paragraph: The American team won the Albert jewel, at Wimbledon, on July 21. bbox=[153, 1016, 283, 1046]
divider bbox=[716, 46, 846, 47]
news-paragraph: G. S. COOPER. Messrs R. Harris and others, Hamilton. bbox=[434, 1546, 565, 1566]
divider bbox=[997, 1341, 1128, 1342]
divider bbox=[856, 958, 987, 959]
ad-subheading: SATURDAY, 3rd SEPTEMBER. bbox=[886, 539, 958, 559]
advertiser-address: FORT-STREET, AUCKLAND. bbox=[717, 156, 845, 165]
news-paragraph: An immense satellite fell at San Francisco on the 20th instant. It struck the waters of the bay in the vicinity of Goat Island. bbox=[12, 2062, 143, 2111]
legal-notice: A Road, containing 5 acres 3 roods 26 perches, more or less, bounded on the North by Lot 52, Parish of Te Rapa, and on the East by Lot 53, Parish of Te Rapa, the property of Sir Frederick Whitaker. JOHN S. EDGECUMBE, Secretary Hamilton Highway Board. Hamilton, August 20, 1881. bbox=[575, 1387, 705, 1483]
news-paragraph: NEMESIS. August 24, 1881. bbox=[442, 1049, 558, 1060]
classified-ad: LOST, a LEVELLING STAFF.-Finder will be rewarded on leaving same with T. G. SANDES, Hamilton. bbox=[575, 294, 705, 333]
advertiser-name: CLARK & GANE, bbox=[741, 70, 821, 107]
divider bbox=[997, 988, 1128, 989]
divider bbox=[716, 1510, 846, 1511]
news-paragraph: To Colonial Secretary, Wellington. Thanks for prompt reply to full petition. Although the word "Volunteer" inadvertently omitted, we read it to mean Volunteer and Public Hall. bbox=[434, 1586, 565, 1655]
column-3 bbox=[289, 43, 462, 1948]
news-paragraph: Sir,-Will you, through the medium of your valuable journal, allow me to publish my views on a subject which is just now engaging the attention of the settlers and trustees of the Newcastle district. Some settlers, and the writer is one of them, think a large landowner has no more right to the lands of the Crown at 30 acres must have to the children able to walk; good wages given to a competent man. Apply immediately stating terms, to bbox=[294, 1791, 424, 1936]
divider bbox=[997, 287, 1128, 288]
divider bbox=[997, 343, 1128, 344]
divider bbox=[997, 1020, 1128, 1021]
ad-subheading: OF THE HAMILTON PUBLIC HALL COMPANY, LIMITED. bbox=[997, 1171, 1128, 1191]
divider bbox=[856, 330, 987, 331]
news-paragraph: O'Donovan, connected with the Fenian movement some fifteen years ago, and now a prisoner at Merv, is writing letters from that place to the London Daily News that attract a great deal of attention. He is a son of Dr. O'Donovan the famous Celtic scholar, and, since his banishment, has been a soldier of fortune. bbox=[12, 2112, 143, 2219]
article-heading: (Copy of Telegram.) Hamilton, August 23, 1881. bbox=[435, 1567, 564, 1587]
column-5 bbox=[570, 43, 711, 2038]
classified-ad: FOR SALE, a Brick-making Plant, consisting of Pug Mill, Machines, and Hand-moulds, Barrows, Fixtures, &c. W. HIRST, Collingwood-street, Hamilton. August 25, 1881. bbox=[575, 230, 705, 288]
ad-subheading: Road to be Closed. bbox=[590, 1373, 690, 1386]
section-heading: Notices. bbox=[761, 51, 801, 62]
divider bbox=[716, 1074, 846, 1075]
divider bbox=[997, 1210, 1128, 1211]
ad-heading: PROSPECTUS bbox=[997, 1140, 1136, 1165]
ad-subheading: PROVISIONAL DIRECTORS: bbox=[998, 1345, 1128, 1355]
news-paragraph: Mr Bradlaugh's Liberal friends are dissatisfied with his course. If it is he will be treated as a trespasser or a trespasser. If he attempts to take possession of his seat in the House, he will be arrested and conveyed to the nearest police cell, instead of to the more comfortable Clock Tower quarters. bbox=[12, 1696, 144, 1802]
ad-subheading: TUESDAY NEXT, 30th AUGUST. bbox=[872, 352, 972, 372]
advertiser-name: JOHN KNOX, Auctioneer. bbox=[1005, 1121, 1121, 1132]
divider bbox=[997, 1118, 1128, 1119]
advertiser-name: KENNEDY HILL. bbox=[1024, 956, 1102, 966]
ad-heading: FOR SALE. bbox=[725, 175, 837, 198]
article-heading: NEWCASTLE HIGHWAY MATTERS. bbox=[297, 1756, 420, 1780]
divider bbox=[856, 655, 987, 656]
advertiser-name: MISS M. DORAN bbox=[748, 436, 814, 474]
news-paragraph: The Land Bill finally passed the House of Commons on the 29th inst. Parnell's amendment, designed to allow a proviso that action for rent pending at the same time as an application for fixing judicial rent, shall be suspended until the latter is determined, was accepted. A majority of Conservatives, and some Parnellites, including Colonel Sanderson, voted against the third reading of the bill; also Goschen, Brassey, and some other Liberals. bbox=[153, 572, 283, 718]
news-paragraph: A party of Americans recently travelling from Paso del Norte to Chihuahua, Mexico, made the appalling discovery of thirteen dead bodies, all Americans, and a portion of a surveying expedition of the Mexican Central Railroad. They had been murdered by the Apaches. bbox=[12, 1091, 143, 1188]
section-heading: Wanted, &c. bbox=[470, 1669, 529, 1681]
news-paragraph: ROBERT HARRIS. Hamilton, 23rd August, 1881. bbox=[434, 1360, 565, 1380]
ad-heading: HAMILTON AUCTION MART. bbox=[1007, 654, 1119, 677]
ad-heading: BOROUGH OF HAMILTON. bbox=[603, 1491, 677, 1514]
news-paragraph: Sir,-I observe that since a paragraph appeared in your journal to the effect that the Government was going to place upon the Estimates the sum of £100 in aid of building a Public Hall in Hamilton. Many of the burgesses and settlers of the district, to the number of 147, addressed a letter to the Colonial Secretary drawing his attention to the fact of the hall being in the Borough of Hamilton-two of them large ones, one of a cost of near £1400, the other of near £1400,-being used as public halls at a nominal rental, showing him the fallacy of erecting another hall for public purposes, and praying that the proposed £100 may be devoted to the purpose of establishing a free public library, which amount the residents of the district would liberally supplement. bbox=[434, 1098, 565, 1359]
classified-ad: WANTED-A First-class HOUSEMAID. Apply Mrs A. JAMES, National Hotel, Cambridge. bbox=[434, 1683, 565, 1723]
classified-ad: For Sale on Saturday next- POTATOES for Table and Seed, Carrots, Chaff, Hams and Bacon, Ducks and Fowls, Pigs, Sharps, Bran, &c. bbox=[997, 582, 1128, 631]
classified-ad: STOLEN OR STRAYED from the Ngaruawahia run, a Chestnut Pony MARE, long tail and mane, branded M on right shoulder. If stolen, £2 reward will be paid on conviction of the offender; and £1 will be paid for information that will lead to her recovery. Apply to JOHN MARTIN, Willow Bank Farm; or T. V. FITZPATRICK, Ngaruawahia. bbox=[575, 537, 705, 653]
article-subheading: TO THE EDITOR. bbox=[460, 1088, 539, 1099]
divider bbox=[856, 490, 987, 491]
ad-heading: Hamilton Weekly Sale. bbox=[1009, 568, 1116, 580]
classified-ad: WANTED TO PURCHASE.-A Good Milk Cow, 10 or 12 years old, and in calf. Apply to Waikato Times Office. bbox=[434, 1804, 565, 1844]
advertiser-name: J. S. BUCKLAND. bbox=[882, 493, 961, 503]
news-paragraph: Spanish brutality towards France is very bitter, and in the Madrid cafes the probability of war is openly discussed, and the coming elections are comparatively ignored. bbox=[12, 777, 143, 836]
advertiser-address: HAMILTON. bbox=[753, 842, 809, 852]
advertiser-address: Duke-street, Cambridge. bbox=[1006, 1713, 1120, 1725]
classified-ad: The company is formed for the purpose of placing the Odd-fellows' Hall, Hamilton, before the public. The Oddfellows have expended about £1100 on the building, and it is subject to a mortgage of £750, which sum was borrowed 12 months ago on the security of the hall and site, for a term of 10 years. It is anticipated that all the 12 calls of 1s 6d will not be required, but that the shares of the hall being placed in the credit of the shareholders, the shares will be paid up in the course of time. The building will then be free of all encumbrances, and be at the disposal of the shareholders. The shares in this Company will be transferable. Applications for shares will be received by the Directors and the Secretary. bbox=[997, 1454, 1128, 1676]
divider bbox=[575, 656, 705, 657]
divider bbox=[997, 1441, 1128, 1442]
